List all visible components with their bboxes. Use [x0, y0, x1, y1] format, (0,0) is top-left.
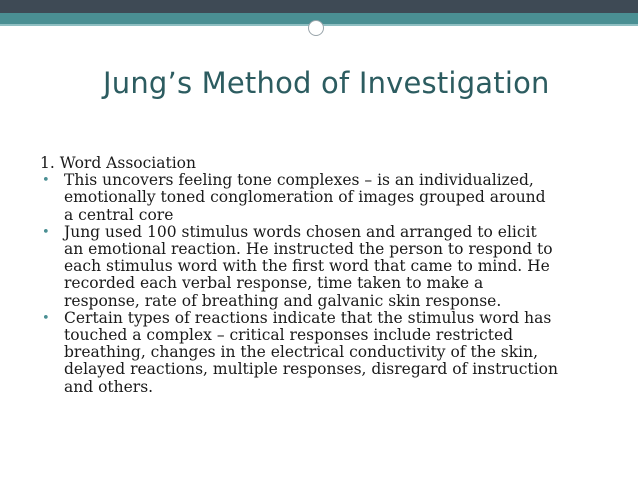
bullet-icon: •: [42, 173, 50, 189]
slide-body: [40, 155, 620, 396]
top-band-dark: [0, 0, 638, 13]
bullet-item: [40, 172, 620, 224]
bullet-item: [40, 310, 620, 396]
bullet-line: emotionally toned conglomeration of images grouped around: [64, 188, 546, 207]
bullet-line: breathing, changes in the electrical conductivity of the skin,: [64, 343, 539, 362]
header-circle-ornament: [308, 20, 324, 36]
bullet-line: response, rate of breathing and galvanic skin response.: [64, 291, 502, 310]
bullet-line: and others.: [64, 377, 154, 396]
bullet-item: [40, 224, 620, 310]
slide-title: Jung’s Method of Investigation: [103, 66, 550, 100]
bullet-line: This uncovers feeling tone complexes – is an individualized,: [64, 171, 534, 190]
bullet-line: recorded each verbal response, time taken to make a: [64, 274, 484, 293]
bullet-icon: •: [42, 224, 50, 240]
bullet-line: Jung used 100 stimulus words chosen and arranged to elicit: [64, 222, 537, 241]
bullet-line: Certain types of reactions indicate that the stimulus word has: [64, 308, 552, 327]
section-heading: 1. Word Association: [40, 154, 196, 172]
bullet-line: delayed reactions, multiple responses, disregard of instruction: [64, 360, 558, 379]
bullet-line: touched a complex – critical responses include restricted: [64, 326, 514, 345]
bullet-list: [40, 172, 620, 396]
bullet-icon: •: [42, 310, 50, 326]
bullet-line: each stimulus word with the first word that came to mind. He: [64, 257, 550, 276]
bullet-line: a central core: [64, 205, 174, 224]
bullet-line: an emotional reaction. He instructed the person to respond to: [64, 240, 553, 259]
